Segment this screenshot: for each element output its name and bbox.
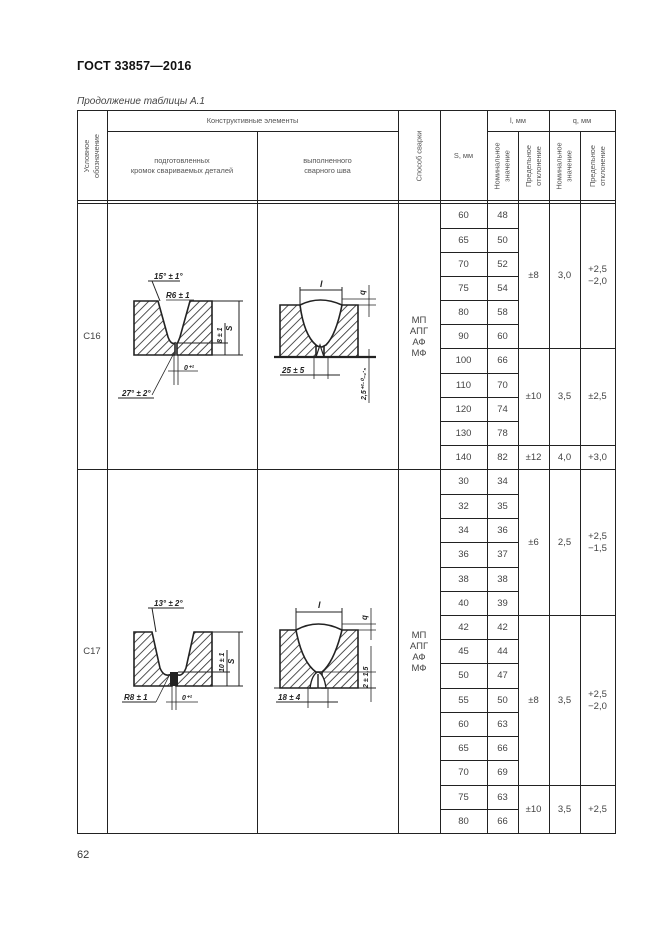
s-value: 36 [458,549,469,560]
s-value: 45 [458,645,469,657]
l-value: 66 [497,742,508,754]
l-deviation: ±6 [528,536,539,548]
s-value: 100 [455,355,472,366]
header-l-deviation-label: Предельное отклонение [523,144,543,188]
l-value: 58 [497,306,508,318]
header-l-nominal [487,132,518,200]
header-q-deviation [580,132,615,200]
q-deviation-upper: +2,5 [588,530,607,542]
s-value: 80 [458,306,469,318]
s-value: 55 [458,694,469,706]
svg-text:27° ± 2°: 27° ± 2° [122,389,151,398]
svg-text:q: q [358,290,367,295]
s-value: 120 [455,403,472,415]
l-value: 35 [497,500,508,512]
l-value: 38 [497,573,508,585]
header-weld-seam-line1: выполненного [303,156,352,165]
s-value: 90 [458,330,469,342]
svg-text:10 ± 1: 10 ± 1 [219,652,226,672]
l-value: 48 [497,210,508,221]
page-number: 62 [77,849,90,861]
header-l-nominal-label: Номинальное значение [492,142,512,190]
col-line [615,110,616,834]
method: АФ [412,336,426,348]
l-value: 36 [497,524,508,536]
q-deviation-upper: +2,5 [588,264,607,275]
l-value: 34 [497,476,508,487]
col-line [257,131,258,834]
q-deviation [580,616,615,785]
l-deviation: ±8 [528,270,539,281]
l-value: 70 [497,379,508,391]
q-nominal: 3,5 [557,694,572,706]
q-deviation [580,470,615,615]
header-welding-method-label: Способ сварки [414,130,423,181]
header-l-deviation [518,132,549,200]
table-caption: Продолжение таблицы А.1 [77,96,205,107]
s-value: 30 [458,476,469,487]
method: АФ [412,651,426,663]
header-designation-label: Условное обозначение [82,133,102,178]
header-weld-seam-line2: сварного шва [304,166,351,175]
svg-text:15° ± 1°: 15° ± 1° [154,272,183,281]
l-value: 44 [497,645,508,657]
q-nominal: 4,0 [557,451,572,463]
q-nominal: 3,5 [557,391,572,402]
svg-text:l: l [320,279,323,289]
s-value: 75 [458,791,469,803]
header-q-nominal-label: Номинальное значение [554,142,574,190]
svg-text:0⁺¹: 0⁺¹ [182,695,192,702]
l-value: 37 [497,549,508,560]
svg-text:R6 ± 1: R6 ± 1 [166,291,190,300]
header-welding-method [398,111,440,200]
c16-weld-seam-drawing [260,265,396,405]
l-value: 42 [497,621,508,633]
svg-text:S: S [227,658,236,664]
s-value: 75 [458,282,469,294]
q-nominal: 3,5 [557,803,572,815]
method: МФ [411,347,427,359]
col-line [107,110,108,834]
q-deviation: ±2,5 [588,391,607,402]
table-border-bottom [77,833,615,834]
s-value: 65 [458,742,469,754]
header-q-nominal [549,132,580,200]
s-value: 42 [458,621,469,633]
welding-methods-c17 [398,470,440,833]
svg-text:q: q [360,615,369,620]
method: АПГ [409,325,429,337]
svg-text:18 ± 4: 18 ± 4 [278,693,301,702]
q-deviation-lower: −1,5 [588,542,607,554]
q-deviation-lower: −2,0 [588,700,607,712]
l-deviation: ±10 [525,803,542,815]
svg-text:l: l [318,600,321,610]
svg-text:2 ± 1,5: 2 ± 1,5 [363,666,370,688]
method: МФ [411,662,427,674]
c16-edge-prep-drawing [108,265,256,410]
l-value: 54 [497,282,508,294]
s-value: 110 [455,379,472,391]
header-prepared-edges [107,132,257,200]
q-deviation: +3,0 [588,451,607,463]
l-value: 52 [497,258,508,270]
welding-methods-c16 [398,204,440,469]
s-value: 130 [455,427,472,439]
header-prepared-edges-line2: кромок свариваемых деталей [130,166,234,175]
header-weld-seam [257,132,398,200]
svg-text:R8 ± 1: R8 ± 1 [124,693,148,702]
q-nominal: 3,0 [557,270,572,281]
designation-c17: С17 [83,645,101,657]
q-nominal: 2,5 [557,536,572,548]
designation-c16: С16 [83,330,101,342]
s-value: 34 [458,524,469,536]
l-value: 39 [497,597,508,609]
q-deviation [580,204,615,348]
header-structural-elements: Конструктивные элементы [206,116,299,125]
method: МП [411,629,427,641]
q-deviation: +2,5 [588,803,607,815]
q-deviation-upper: +2,5 [588,688,607,700]
svg-text:25 ± 5: 25 ± 5 [282,366,305,375]
l-value: 50 [497,694,508,706]
s-value: 32 [458,500,469,512]
svg-text:13° ± 2°: 13° ± 2° [154,599,183,608]
c17-weld-seam-drawing [260,590,396,715]
l-value: 60 [497,330,508,342]
s-value: 70 [458,767,469,778]
svg-text:S: S [225,325,234,331]
l-deviation: ±12 [525,451,542,463]
l-value: 78 [497,427,508,439]
s-value: 50 [458,670,469,681]
l-deviation: ±8 [528,694,539,706]
svg-text:2,5⁺²·⁰₋₁·₅: 2,5⁺²·⁰₋₁·₅ [361,367,368,400]
header-bottom-1 [77,200,615,201]
s-value: 70 [458,258,469,270]
s-value: 60 [458,210,469,221]
c17-edge-prep-drawing [108,592,256,718]
method: АПГ [409,640,429,652]
q-deviation-lower: −2,0 [588,276,607,287]
s-value: 60 [458,718,469,730]
header-s: S, мм [453,150,474,160]
l-value: 82 [497,451,508,463]
l-deviation: ±10 [525,391,542,402]
l-value: 47 [497,670,508,681]
header-l: l, мм [510,116,526,125]
header-designation [77,111,107,200]
l-value: 63 [497,718,508,730]
s-value: 80 [458,815,469,827]
s-value: 140 [455,451,472,463]
l-value: 66 [497,815,508,827]
svg-text:8 ± 1: 8 ± 1 [217,327,224,343]
l-value: 50 [497,234,508,246]
l-value: 74 [497,403,508,415]
header-prepared-edges-line1: подготовленных [154,156,210,165]
s-value: 38 [458,573,469,585]
l-value: 69 [497,767,508,778]
s-value: 40 [458,597,469,609]
l-value: 63 [497,791,508,803]
standard-code: ГОСТ 33857—2016 [77,59,192,73]
header-q-deviation-label: Предельное отклонение [587,144,607,188]
svg-text:0⁺¹: 0⁺¹ [184,365,194,372]
s-value: 65 [458,234,469,246]
header-q: q, мм [572,116,592,125]
l-value: 66 [497,355,508,366]
method: МП [411,314,427,326]
